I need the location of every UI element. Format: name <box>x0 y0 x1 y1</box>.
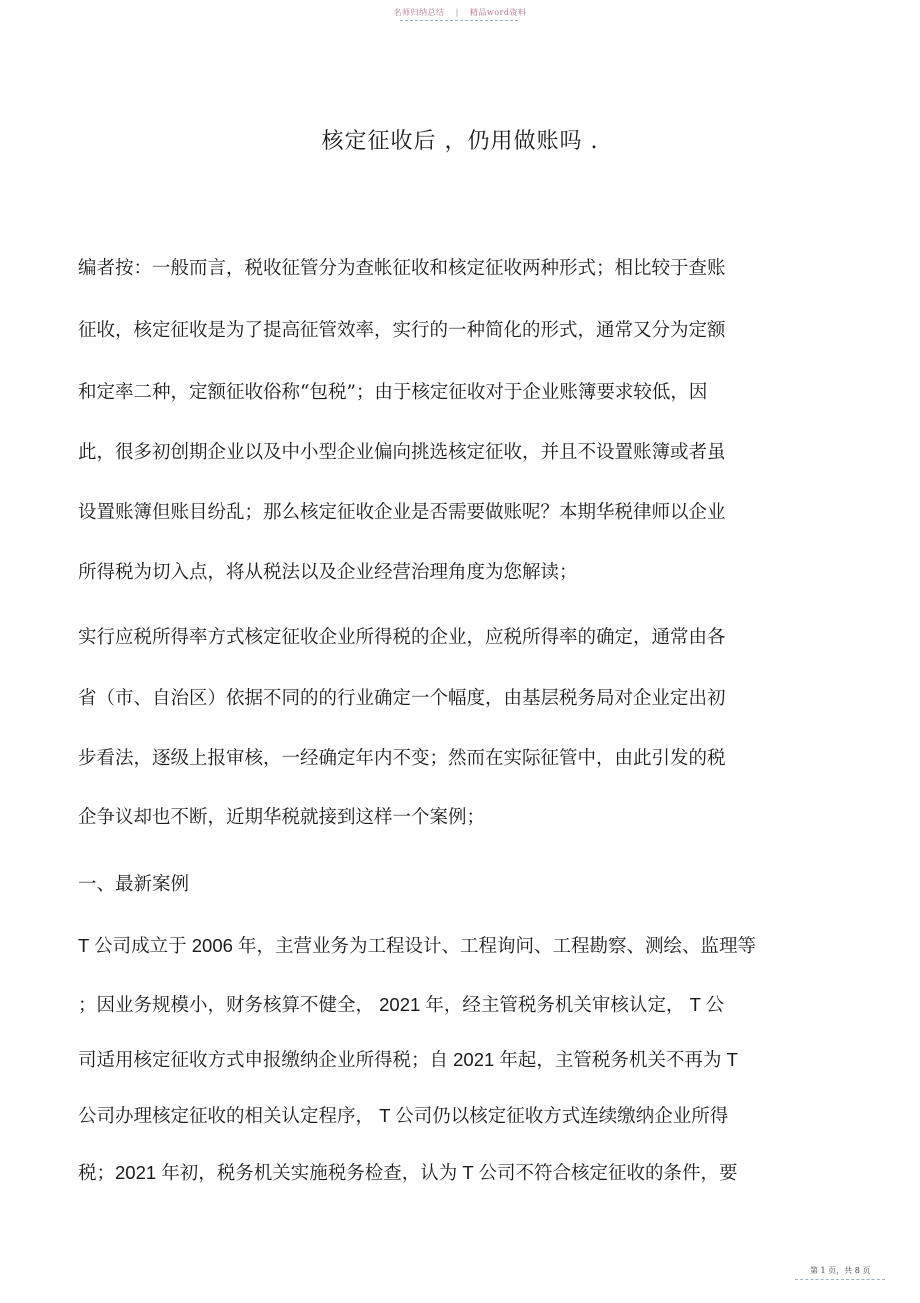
body-line-7: 实行应税所得率方式核定征收企业所得税的企业，应税所得率的确定，通常由各 <box>78 627 726 648</box>
body-line-3: 和定率二种，定额征收俗称“包税”；由于核定征收对于企业账簿要求较低，因 <box>78 382 708 403</box>
body-line-4: 此，很多初创期企业以及中小型企业偏向挑选核定征收，并且不设置账簿或者虽 <box>78 442 726 463</box>
header-right: 精品word资料 <box>469 8 527 17</box>
body-line-1: 编者按：一般而言，税收征管分为查帐征收和核定征收两种形式；相比较于查账 <box>78 258 726 279</box>
header-left: 名师归纳总结 <box>393 8 445 17</box>
body-line-8: 省（市、自治区）依据不同的的行业确定一个幅度，由基层税务局对企业定出初 <box>78 688 726 709</box>
page-header <box>0 7 920 18</box>
footer-dashed-rule <box>795 1279 885 1280</box>
header-separator: | <box>455 8 459 17</box>
body-line-16: 税；2021 年初，税务机关实施税务检查，认为 T 公司不符合核定征收的条件，要 <box>78 1162 738 1183</box>
section-heading: 一、最新案例 <box>78 874 190 895</box>
body-line-10: 企争议却也不断，近期华税就接到这样一个案例； <box>78 807 486 828</box>
body-line-14: 司适用核定征收方式申报缴纳企业所得税；自 2021 年起，主管税务机关不再为 T <box>78 1049 738 1070</box>
header-dashed-rule <box>400 20 518 21</box>
document-title: 核定征收后 ，仍用做账吗 . <box>321 129 599 154</box>
body-line-13: ；因业务规模小，财务核算不健全， 2021 年，经主管税务机关审核认定， T 公 <box>78 994 725 1015</box>
page-number: 第 1 页，共 8 页 <box>810 1266 871 1275</box>
body-line-9: 步看法，逐级上报审核，一经确定年内不变；然而在实际征管中，由此引发的税 <box>78 748 726 769</box>
body-line-5: 设置账簿但账目纷乱；那么核定征收企业是否需要做账呢？本期华税律师以企业 <box>78 502 726 523</box>
body-line-12: T 公司成立于 2006 年，主营业务为工程设计、工程询问、工程勘察、测绘、监理等 <box>78 935 757 956</box>
body-line-6: 所得税为切入点，将从税法以及企业经营治理角度为您解读； <box>78 562 578 583</box>
body-line-2: 征收，核定征收是为了提高征管效率，实行的一种简化的形式，通常又分为定额 <box>78 320 726 341</box>
body-line-15: 公司办理核定征收的相关认定程序， T 公司仍以核定征收方式连续缴纳企业所得 <box>78 1105 729 1126</box>
